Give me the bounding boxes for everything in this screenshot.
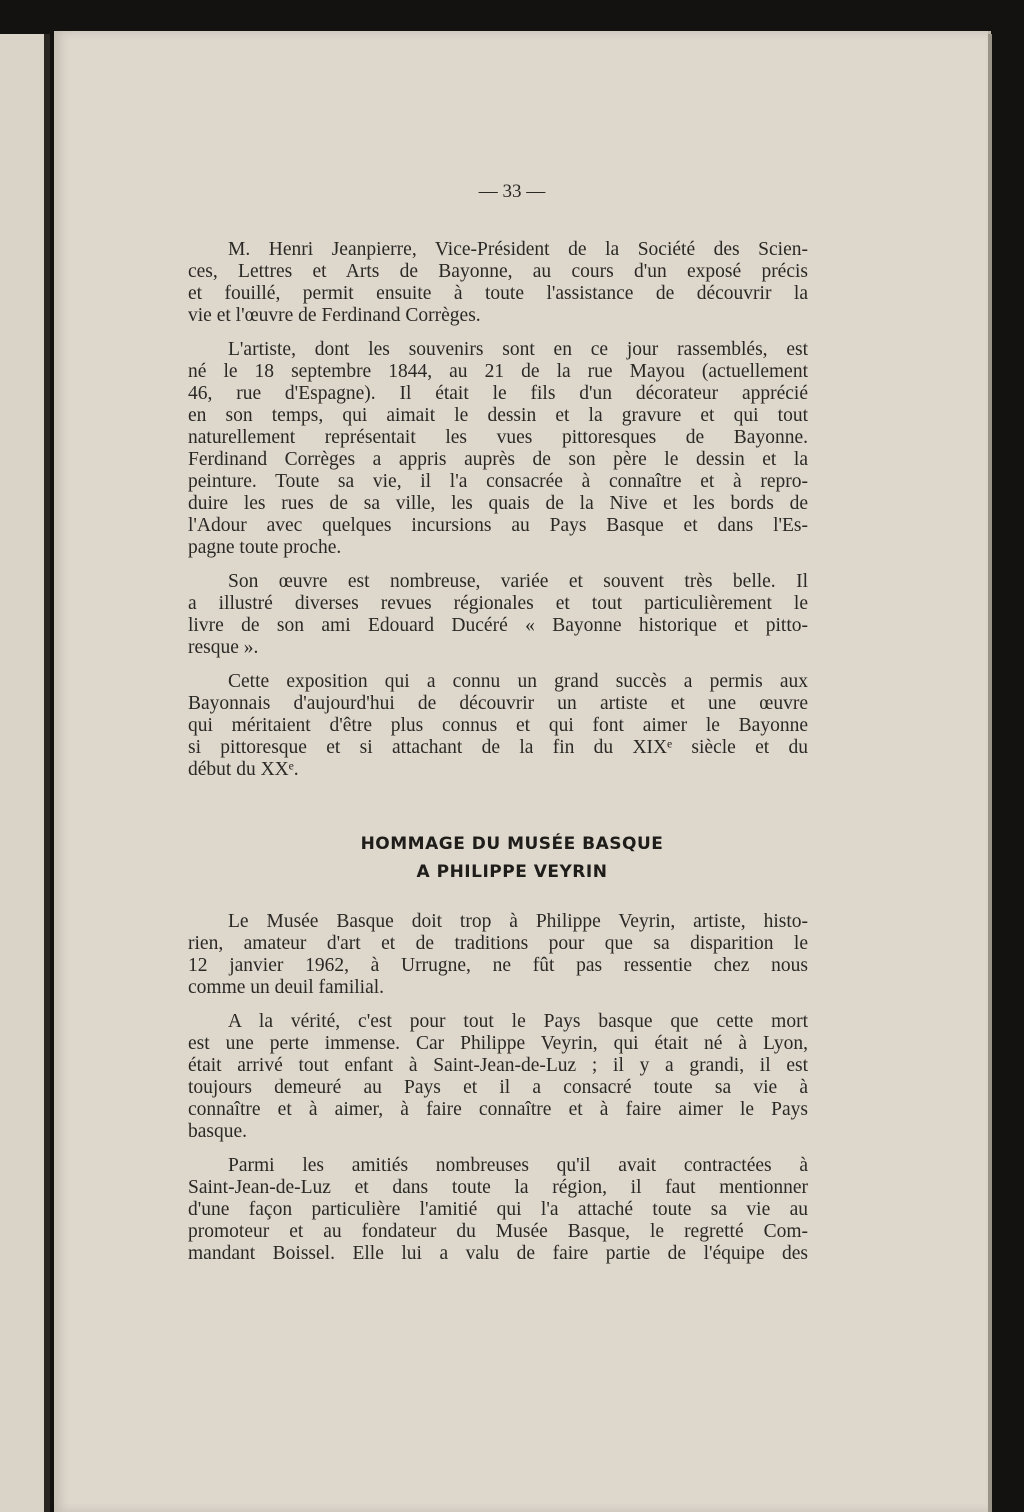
text-line: A la vérité, c'est pour tout le Pays basque que cette mort <box>228 1011 808 1032</box>
text-line: si pittoresque et si attachant de la fin du XIXᵉ siècle et du <box>188 737 808 758</box>
text-line: connaître et à aimer, à faire connaître et à faire aimer le Pays <box>188 1099 808 1120</box>
page-number: — 33 — <box>478 181 546 202</box>
text-line: Son œuvre est nombreuse, variée et souvent très belle. Il <box>228 571 808 592</box>
text-line: livre de son ami Edouard Ducéré « Bayonne historique et pitto- <box>188 615 808 636</box>
facing-page-edge <box>0 34 50 1512</box>
text-line: naturellement représentait les vues pittoresques de Bayonne. <box>188 427 808 448</box>
text-line: a illustré diverses revues régionales et tout particulièrement le <box>188 593 808 614</box>
text-line: né le 18 septembre 1844, au 21 de la rue Mayou (actuellement <box>188 361 808 382</box>
text-line: resque ». <box>188 637 259 658</box>
text-line: Bayonnais d'aujourd'hui de découvrir un artiste et une œuvre <box>188 693 808 714</box>
text-line: l'Adour avec quelques incursions au Pays Basque et dans l'Es- <box>188 515 808 536</box>
text-line: Saint-Jean-de-Luz et dans toute la région, il faut mentionner <box>188 1177 808 1198</box>
text-line: était arrivé tout enfant à Saint-Jean-de-Luz ; il y a grandi, il est <box>188 1055 808 1076</box>
text-line: ces, Lettres et Arts de Bayonne, au cours d'un exposé précis <box>188 261 808 282</box>
text-line: comme un deuil familial. <box>188 977 385 998</box>
text-line: d'une façon particulière l'amitié qui l'a attaché toute sa vie au <box>188 1199 808 1220</box>
section-heading-line-2: A PHILIPPE VEYRIN <box>416 862 608 882</box>
text-line: promoteur et au fondateur du Musée Basque, le regretté Com- <box>188 1221 808 1242</box>
text-line: duire les rues de sa ville, les quais de la Nive et les bords de <box>188 493 808 514</box>
text-line: mandant Boissel. Elle lui a valu de faire partie de l'équipe des <box>188 1243 808 1264</box>
text-line: M. Henri Jeanpierre, Vice-Président de la Société des Scien- <box>228 239 808 260</box>
text-line: 46, rue d'Espagne). Il était le fils d'un décorateur apprécié <box>188 383 808 404</box>
text-line: rien, amateur d'art et de traditions pour que sa disparition le <box>188 933 808 954</box>
text-line: qui méritaient d'être plus connus et qui font aimer le Bayonne <box>188 715 808 736</box>
text-line: Ferdinand Corrèges a appris auprès de son père le dessin et la <box>188 449 808 470</box>
section-heading-line-1: HOMMAGE DU MUSÉE BASQUE <box>360 834 664 854</box>
text-line: et fouillé, permit ensuite à toute l'assistance de découvrir la <box>188 283 808 304</box>
text-line: Cette exposition qui a connu un grand succès a permis aux <box>228 671 808 692</box>
text-line: L'artiste, dont les souvenirs sont en ce jour rassemblés, est <box>228 339 808 360</box>
text-line: en son temps, qui aimait le dessin et la gravure et qui tout <box>188 405 808 426</box>
text-line: toujours demeuré au Pays et il a consacré toute sa vie à <box>188 1077 808 1098</box>
text-line: Le Musée Basque doit trop à Philippe Veyrin, artiste, histo- <box>228 911 808 932</box>
text-line: basque. <box>188 1121 248 1142</box>
text-line: est une perte immense. Car Philippe Veyrin, qui était né à Lyon, <box>188 1033 808 1054</box>
text-line: début du XXᵉ. <box>188 759 299 780</box>
text-line: Parmi les amitiés nombreuses qu'il avait contractées à <box>228 1155 808 1176</box>
text-line: 12 janvier 1962, à Urrugne, ne fût pas ressentie chez nous <box>188 955 808 976</box>
page-stack-edge <box>988 34 992 1512</box>
text-line: vie et l'œuvre de Ferdinand Corrèges. <box>188 305 481 326</box>
text-line: peinture. Toute sa vie, il l'a consacrée à connaître et à repro- <box>188 471 808 492</box>
text-line: pagne toute proche. <box>188 537 342 558</box>
